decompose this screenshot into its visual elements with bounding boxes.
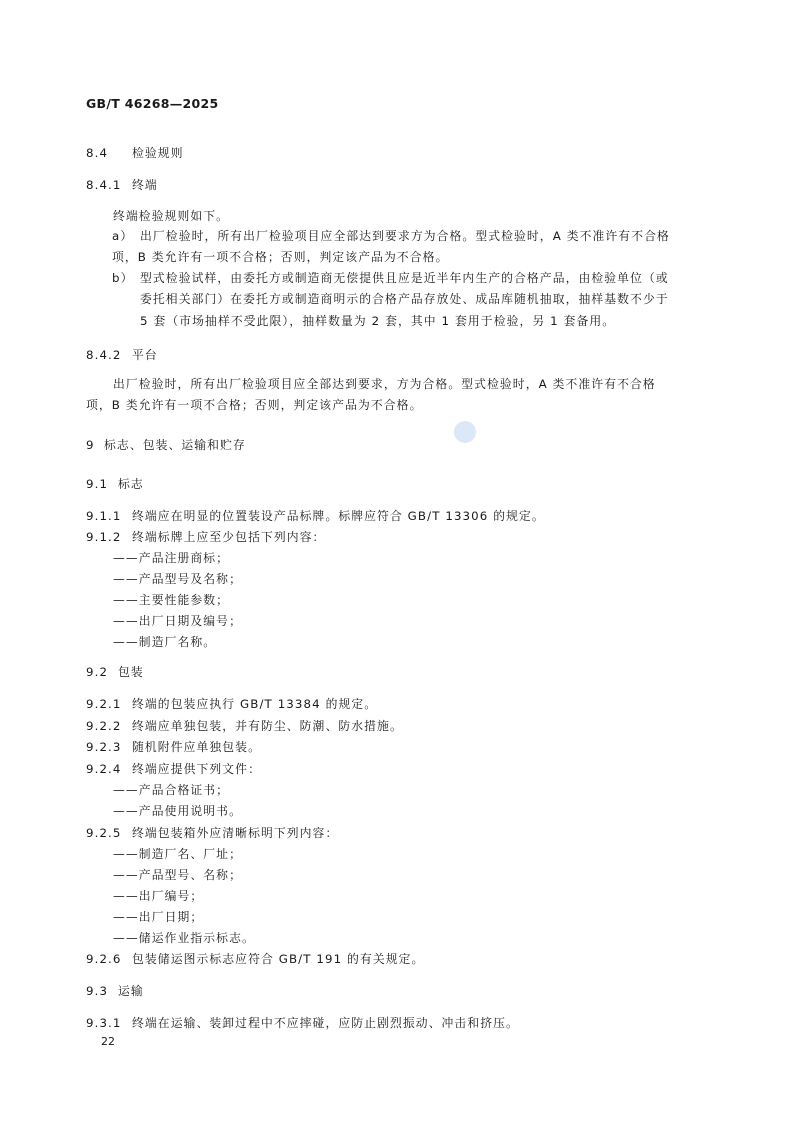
section-heading-9-3 xyxy=(86,982,144,999)
section-number: 9.2 xyxy=(86,665,109,679)
list-item-b-line3: 5 套（市场抽样不受此限），抽样数量为 2 套，其中 1 套用于检验，另 1 套备用。 xyxy=(140,314,616,328)
clause-9-3-1 xyxy=(86,1014,519,1031)
dash-list-item: ——制造厂名、厂址； xyxy=(113,847,242,861)
clause-9-2-6 xyxy=(86,950,424,967)
clause-9-2-5 xyxy=(86,824,338,841)
paragraph-8-4-2-line2: 项，B 类允许有一项不合格；否则，判定该产品为不合格。 xyxy=(86,398,423,412)
dash-list-item: ——制造厂名称。 xyxy=(113,635,217,649)
dash-list-item: ——产品注册商标； xyxy=(113,551,230,565)
section-title: 标志 xyxy=(118,477,144,491)
section-number: 8.4 xyxy=(86,146,109,160)
dash-list-item: ——出厂编号； xyxy=(113,889,204,903)
section-title: 运输 xyxy=(118,984,144,998)
clause-number: 9.1.2 xyxy=(86,530,122,544)
section-heading-9-2 xyxy=(86,663,144,680)
clause-number: 9.1.1 xyxy=(86,509,122,523)
section-title: 包装 xyxy=(118,665,144,679)
section-title: 平台 xyxy=(132,348,158,362)
page-number: 22 xyxy=(101,1035,115,1048)
clause-9-1-2 xyxy=(86,528,325,545)
clause-text: 终端应单独包装，并有防尘、防潮、防水措施。 xyxy=(132,719,403,733)
clause-9-2-1 xyxy=(86,695,377,712)
standard-code-header: GB/T 46268—2025 xyxy=(86,96,219,111)
clause-text: 随机附件应单独包装。 xyxy=(132,740,261,754)
clause-text: 终端包装箱外应清晰标明下列内容： xyxy=(132,826,339,840)
dash-list-item: ——出厂日期； xyxy=(113,910,204,924)
clause-number: 9.3.1 xyxy=(86,1016,122,1030)
list-item-a-line1: 出厂检验时，所有出厂检验项目应全部达到要求方为合格。型式检验时，A 类不准许有不合格 xyxy=(140,229,670,243)
section-heading-8-4-2 xyxy=(86,346,158,363)
clause-text: 包装储运图示标志应符合 GB/T 191 的有关规定。 xyxy=(132,952,425,966)
paragraph-8-4-1-intro: 终端检验规则如下。 xyxy=(113,209,230,223)
list-marker-b: b） xyxy=(112,271,134,285)
clause-text: 终端应提供下列文件： xyxy=(132,762,261,776)
clause-number: 9.2.3 xyxy=(86,740,122,754)
clause-number: 9.2.5 xyxy=(86,826,122,840)
section-heading-8-4-1 xyxy=(86,176,158,193)
dash-list-item: ——产品合格证书； xyxy=(113,783,230,797)
section-heading-9 xyxy=(86,436,246,453)
section-number: 9 xyxy=(86,438,95,452)
clause-text: 终端在运输、装卸过程中不应摔碰，应防止剧烈振动、冲击和挤压。 xyxy=(132,1016,519,1030)
watermark-logo-icon xyxy=(454,421,476,443)
section-number: 8.4.1 xyxy=(86,178,122,192)
dash-list-item: ——储运作业指示标志。 xyxy=(113,931,255,945)
section-title: 标志、包装、运输和贮存 xyxy=(104,438,246,452)
dash-list-item: ——产品型号、名称； xyxy=(113,868,242,882)
section-number: 9.1 xyxy=(86,477,109,491)
clause-number: 9.2.6 xyxy=(86,952,122,966)
section-number: 9.3 xyxy=(86,984,109,998)
list-item-b-line2: 委托相关部门）在委托方或制造商明示的合格产品存放处、成品库随机抽取，抽样基数不少于 xyxy=(140,292,669,306)
list-item-a-line2: 项，B 类允许有一项不合格；否则，判定该产品为不合格。 xyxy=(112,250,449,264)
dash-list-item: ——主要性能参数； xyxy=(113,593,230,607)
list-item-b-line1: 型式检验试样，由委托方或制造商无偿提供且应是近半年内生产的合格产品，由检验单位（或 xyxy=(140,271,669,285)
clause-number: 9.2.4 xyxy=(86,762,122,776)
clause-9-2-3 xyxy=(86,738,261,755)
dash-list-item: ——出厂日期及编号； xyxy=(113,614,242,628)
dash-list-item: ——产品使用说明书。 xyxy=(113,804,242,818)
clause-text: 终端标牌上应至少包括下列内容： xyxy=(132,530,326,544)
clause-number: 9.2.1 xyxy=(86,697,122,711)
clause-9-2-2 xyxy=(86,717,403,734)
clause-text: 终端的包装应执行 GB/T 13384 的规定。 xyxy=(132,697,378,711)
paragraph-8-4-2-line1: 出厂检验时，所有出厂检验项目应全部达到要求，方为合格。型式检验时，A 类不准许有不合格 xyxy=(113,377,656,391)
section-title: 检验规则 xyxy=(132,146,184,160)
dash-list-item: ——产品型号及名称； xyxy=(113,572,242,586)
clause-text: 终端应在明显的位置装设产品标牌。标牌应符合 GB/T 13306 的规定。 xyxy=(132,509,545,523)
section-heading-9-1 xyxy=(86,475,144,492)
clause-9-1-1 xyxy=(86,507,545,524)
clause-number: 9.2.2 xyxy=(86,719,122,733)
section-heading-8-4 xyxy=(86,144,184,161)
clause-9-2-4 xyxy=(86,760,261,777)
section-number: 8.4.2 xyxy=(86,348,122,362)
list-marker-a: a） xyxy=(112,229,134,243)
section-title: 终端 xyxy=(132,178,158,192)
